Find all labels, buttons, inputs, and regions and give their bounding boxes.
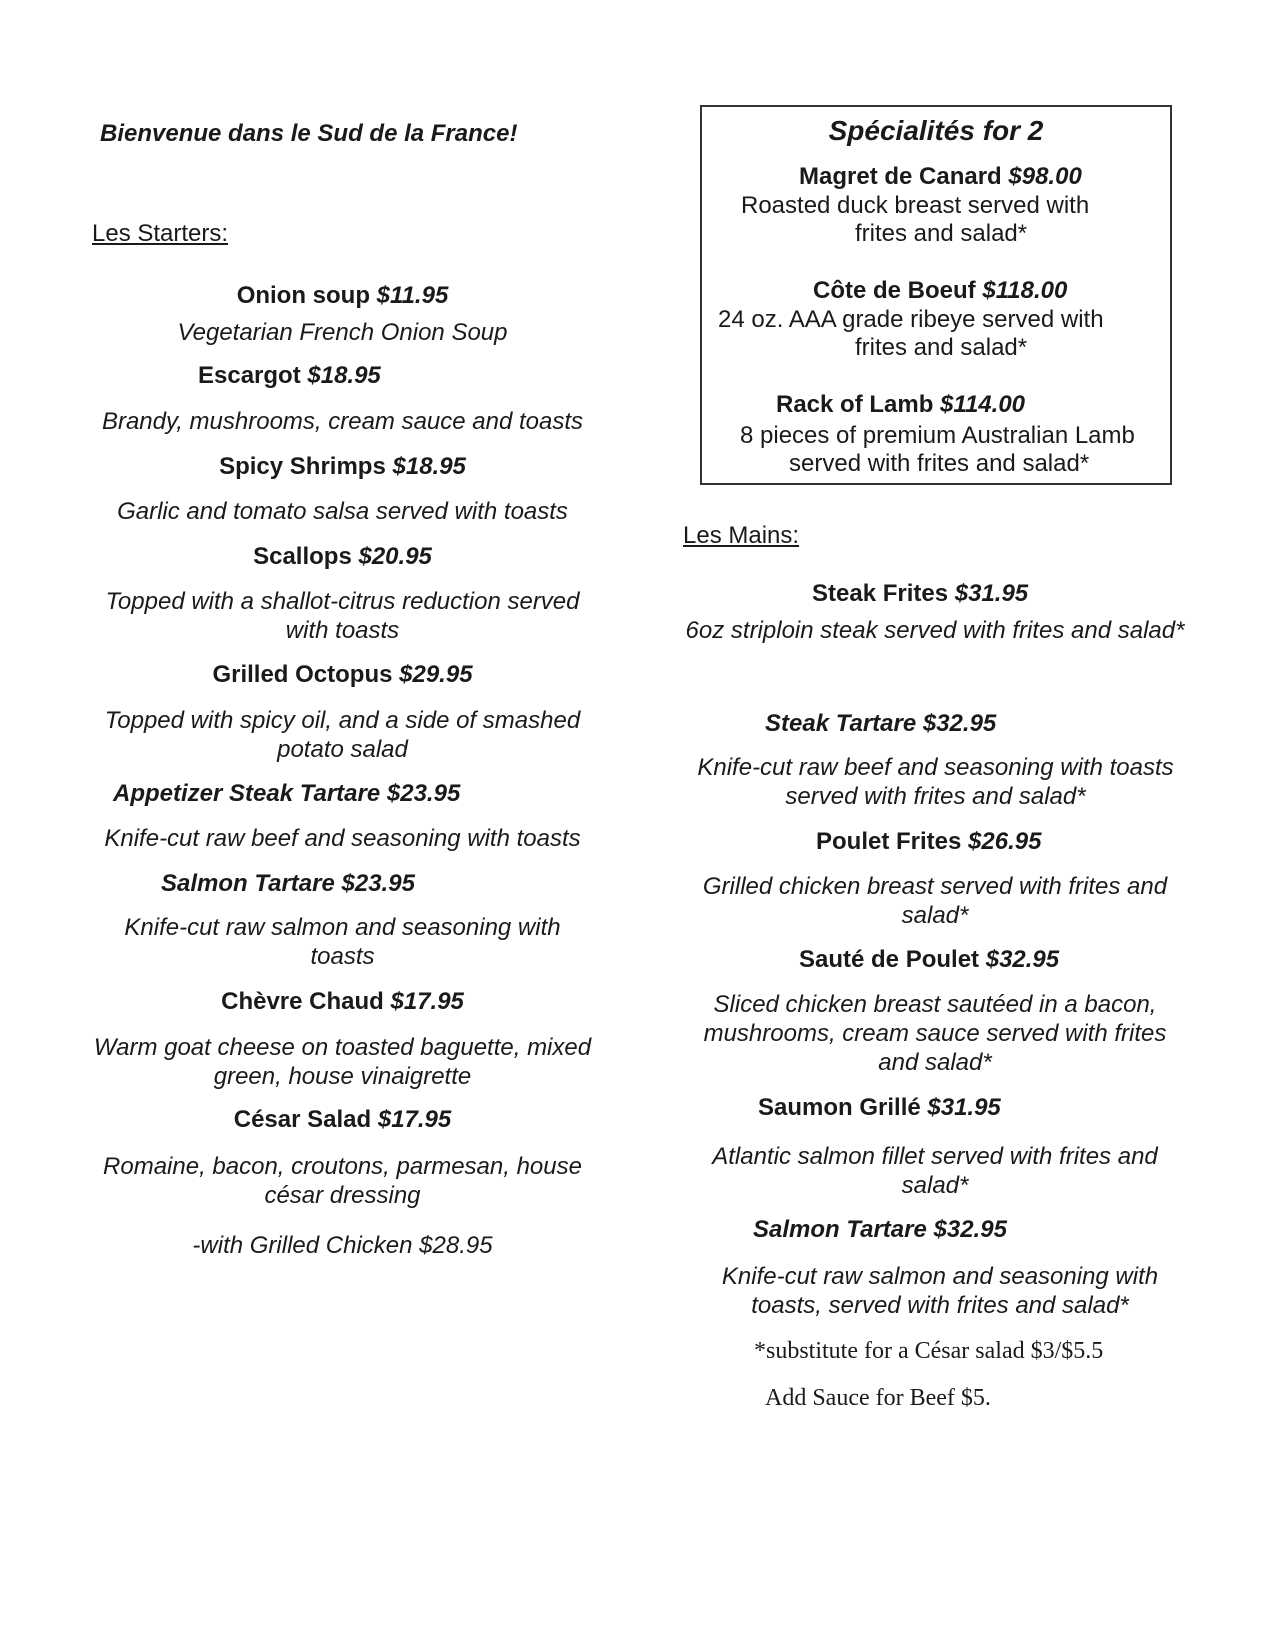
starter-item: Appetizer Steak Tartare $23.95 (113, 780, 461, 807)
starter-desc: Knife-cut raw salmon and seasoning with toasts (124, 914, 561, 970)
specialty-desc: frites and salad* (855, 334, 1028, 361)
main-desc: Knife-cut raw beef and seasoning with toasts served with frites and salad* (697, 754, 1174, 810)
starter-item: Scallops $20.95 (253, 543, 432, 570)
specialty-desc: 8 pieces of premium Australian Lamb (740, 422, 1135, 449)
specialty-item: Côte de Boeuf $118.00 (813, 277, 1068, 304)
mains-heading: Les Mains: (683, 522, 800, 549)
starter-item: Chèvre Chaud $17.95 (221, 988, 464, 1015)
starter-addon: -with Grilled Chicken $28.95 (192, 1232, 493, 1259)
main-desc: Atlantic salmon fillet served with frites and salad* (712, 1143, 1158, 1199)
starter-item: César Salad $17.95 (233, 1106, 452, 1133)
starter-desc: Topped with a shallot-citrus reduction served with toasts (105, 588, 580, 644)
specialty-desc: frites and salad* (855, 220, 1028, 247)
specialty-item: Rack of Lamb $114.00 (776, 391, 1026, 418)
main-item: Steak Tartare $32.95 (765, 710, 997, 737)
starter-desc: Knife-cut raw beef and seasoning with toasts (104, 825, 581, 852)
main-item: Saumon Grillé $31.95 (758, 1094, 1001, 1121)
starter-desc: Warm goat cheese on toasted baguette, mixed green, house vinaigrette (93, 1034, 592, 1090)
main-item: Poulet Frites $26.95 (816, 828, 1042, 855)
main-item: Sauté de Poulet $32.95 (799, 946, 1060, 973)
welcome-heading: Bienvenue dans le Sud de la France! (100, 120, 518, 147)
starter-item: Salmon Tartare $23.95 (161, 870, 415, 897)
specialties-title: Spécialités for 2 (828, 115, 1044, 146)
starter-item: Spicy Shrimps $18.95 (219, 453, 466, 480)
specialty-desc: 24 oz. AAA grade ribeye served with (718, 306, 1104, 333)
specialty-item: Magret de Canard $98.00 (799, 163, 1082, 190)
starter-desc: Vegetarian French Onion Soup (177, 319, 508, 346)
sauce-note: Add Sauce for Beef $5. (765, 1385, 991, 1411)
main-desc: Grilled chicken breast served with frites and salad* (702, 873, 1168, 929)
substitute-note: *substitute for a César salad $3/$5.5 (754, 1338, 1104, 1364)
specialty-desc: Roasted duck breast served with (741, 192, 1090, 219)
specialty-desc: served with frites and salad* (789, 450, 1090, 477)
starter-item: Onion soup $11.95 (236, 282, 449, 309)
main-item: Steak Frites $31.95 (812, 580, 1029, 607)
starter-desc: Garlic and tomato salsa served with toasts (117, 498, 568, 525)
starter-desc: Brandy, mushrooms, cream sauce and toasts (101, 408, 584, 435)
main-item: Salmon Tartare $32.95 (753, 1216, 1007, 1243)
starter-item: Escargot $18.95 (198, 362, 381, 389)
starters-heading: Les Starters: (92, 220, 229, 247)
starter-desc: Topped with spicy oil, and a side of smashed potato salad (104, 707, 581, 763)
starter-item: Grilled Octopus $29.95 (212, 661, 473, 688)
main-desc: 6oz striploin steak served with frites and salad* (685, 617, 1185, 644)
starter-desc: Romaine, bacon, croutons, parmesan, house césar dressing (103, 1153, 582, 1209)
main-desc: Knife-cut raw salmon and seasoning with toasts, served with frites and salad* (721, 1263, 1159, 1319)
main-desc: Sliced chicken breast sautéed in a bacon, mushrooms, cream sauce served with frites and salad* (703, 991, 1167, 1076)
